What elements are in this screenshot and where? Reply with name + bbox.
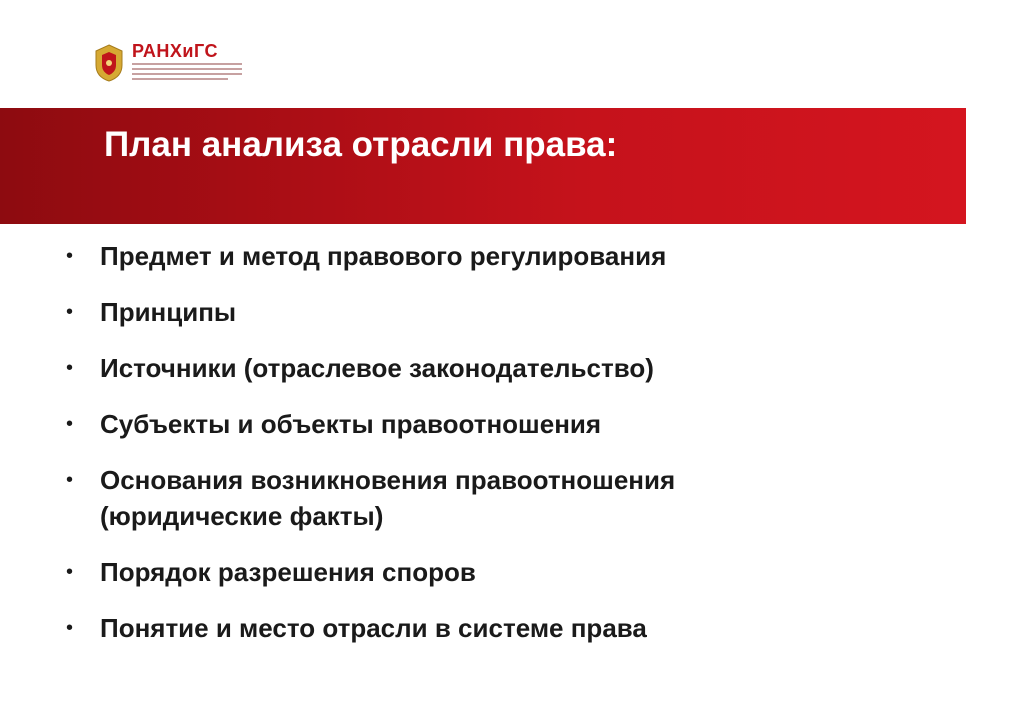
bullet-icon: • (66, 469, 74, 491)
list-item (66, 238, 966, 274)
bullet-icon: • (66, 413, 74, 435)
bullet-icon: • (66, 301, 74, 323)
logo-subtitle-lines (132, 63, 242, 83)
list-item-text: Понятие и место отрасли в системе права (100, 613, 647, 643)
slide-title: План анализа отрасли права: (104, 125, 618, 164)
list-item (66, 294, 966, 330)
list-item-text: Порядок разрешения споров (100, 557, 476, 587)
list-item-text: Субъекты и объекты правоотношения (100, 409, 602, 439)
emblem-icon (92, 43, 126, 83)
list-item-text: Предмет и метод правового регулирования (100, 241, 667, 271)
list-item-text: Основания возникновения правоотношения (юридические факты) (100, 465, 676, 531)
logo-name: РАНХиГС (132, 41, 218, 61)
bullet-icon: • (66, 357, 74, 379)
ranepa-logo (92, 42, 242, 83)
list-item (66, 350, 966, 386)
list-item (66, 610, 966, 646)
list-item-text: Принципы (100, 297, 237, 327)
bullet-icon: • (66, 561, 74, 583)
list-item (66, 406, 966, 442)
list-item (66, 554, 966, 590)
bullet-icon: • (66, 245, 74, 267)
list-item (66, 462, 966, 534)
topics-list (66, 238, 966, 666)
list-item-text: Источники (отраслевое законодательство) (100, 353, 654, 383)
bullet-icon: • (66, 617, 74, 639)
